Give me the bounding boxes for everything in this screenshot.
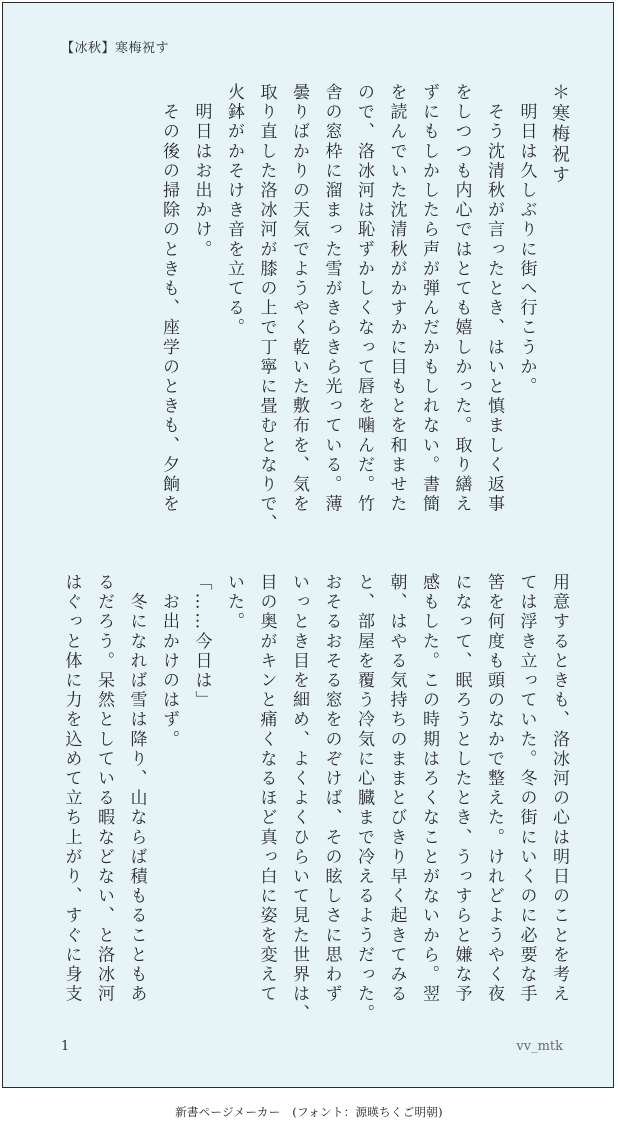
text-line: と、部屋を覆う冷気に心臓まで冷えるようだった。 [354, 573, 374, 1024]
text-line: はぐっと体に力を込めて立ち上がり、すぐに身支 [61, 573, 82, 1005]
text-line: 取り直した洛冰河が膝の上で丁寧に畳むとなりで、 [256, 83, 277, 534]
lower-text-block [55, 573, 575, 1024]
text-line: ては浮き立っていた。冬の街にいくのに必要な手 [516, 573, 537, 1005]
text-line: 明日はお出かけ。 [191, 83, 212, 260]
text-line: 曇りばかりの天気でようやく乾いた敷布を、気を [289, 83, 309, 515]
text-line: を読んでいた沈清秋がかすかに目もとを和ませた [386, 83, 407, 515]
text-line: 舎の窓枠に溜まった雪がきらきら光っている。薄 [321, 83, 342, 515]
page-number: 1 [61, 1039, 70, 1054]
text-line: 目の奥がキンと痛くなるほど真っ白に姿を変えて [256, 573, 277, 1005]
text-line: いた。 [224, 573, 244, 632]
chapter-heading: ＊寒梅祝す [549, 83, 570, 186]
text-line: るだろう。呆然としている暇などない、と洛冰河 [94, 573, 114, 1005]
dialogue-line: 「……今日は」 [191, 573, 212, 711]
text-line: ずにもしかしたら声が弾んだかもしれない。書簡 [419, 83, 439, 515]
text-line: ので、洛冰河は恥ずかしくなって唇を噛んだ。竹 [354, 83, 374, 515]
text-line: 冬になれば雪は降り、山ならば積もることもあ [126, 573, 147, 1005]
text-line: 朝、はやる気持ちのままとびきり早く起きてみる [386, 573, 407, 1005]
text-line: 用意するときも、洛冰河の心は明日のことを考え [549, 573, 569, 1005]
text-line: 筈を何度も頭のなかで整えた。けれどようやく夜 [484, 573, 504, 1005]
upper-text-block [153, 83, 576, 533]
text-line: 明日は久しぶりに街へ行こうか。 [516, 83, 537, 397]
text-line: お出かけのはず。 [159, 573, 179, 750]
text-line: おそるおそる窓をのぞけば、その眩しさに思わず [321, 573, 342, 1005]
text-line: その後の掃除のときも、座学のときも、夕餉を [159, 83, 179, 515]
text-line: いっとき目を細め、よくよくひらいて見た世界は、 [289, 573, 309, 1024]
page-header-title: 【冰秋】寒梅祝す [61, 41, 170, 56]
generator-caption: 新書ページメーカー (フォント：源暎ちくご明朝) [175, 1105, 443, 1119]
text-line: そう沈清秋が言ったとき、はいと慎ましく返事 [484, 83, 504, 515]
author-handle: vv_mtk [516, 1039, 563, 1054]
text-line: をしつつも内心ではとても嬉しかった。取り繕え [451, 83, 472, 515]
text-line: 感もした。この時期はろくなことがないから。翌 [419, 573, 439, 1005]
text-line: 火鉢がかそけき音を立てる。 [224, 83, 244, 338]
book-page [2, 2, 614, 1088]
text-line: になって、眠ろうとしたとき、うっすらと嫌な予 [451, 573, 472, 1005]
